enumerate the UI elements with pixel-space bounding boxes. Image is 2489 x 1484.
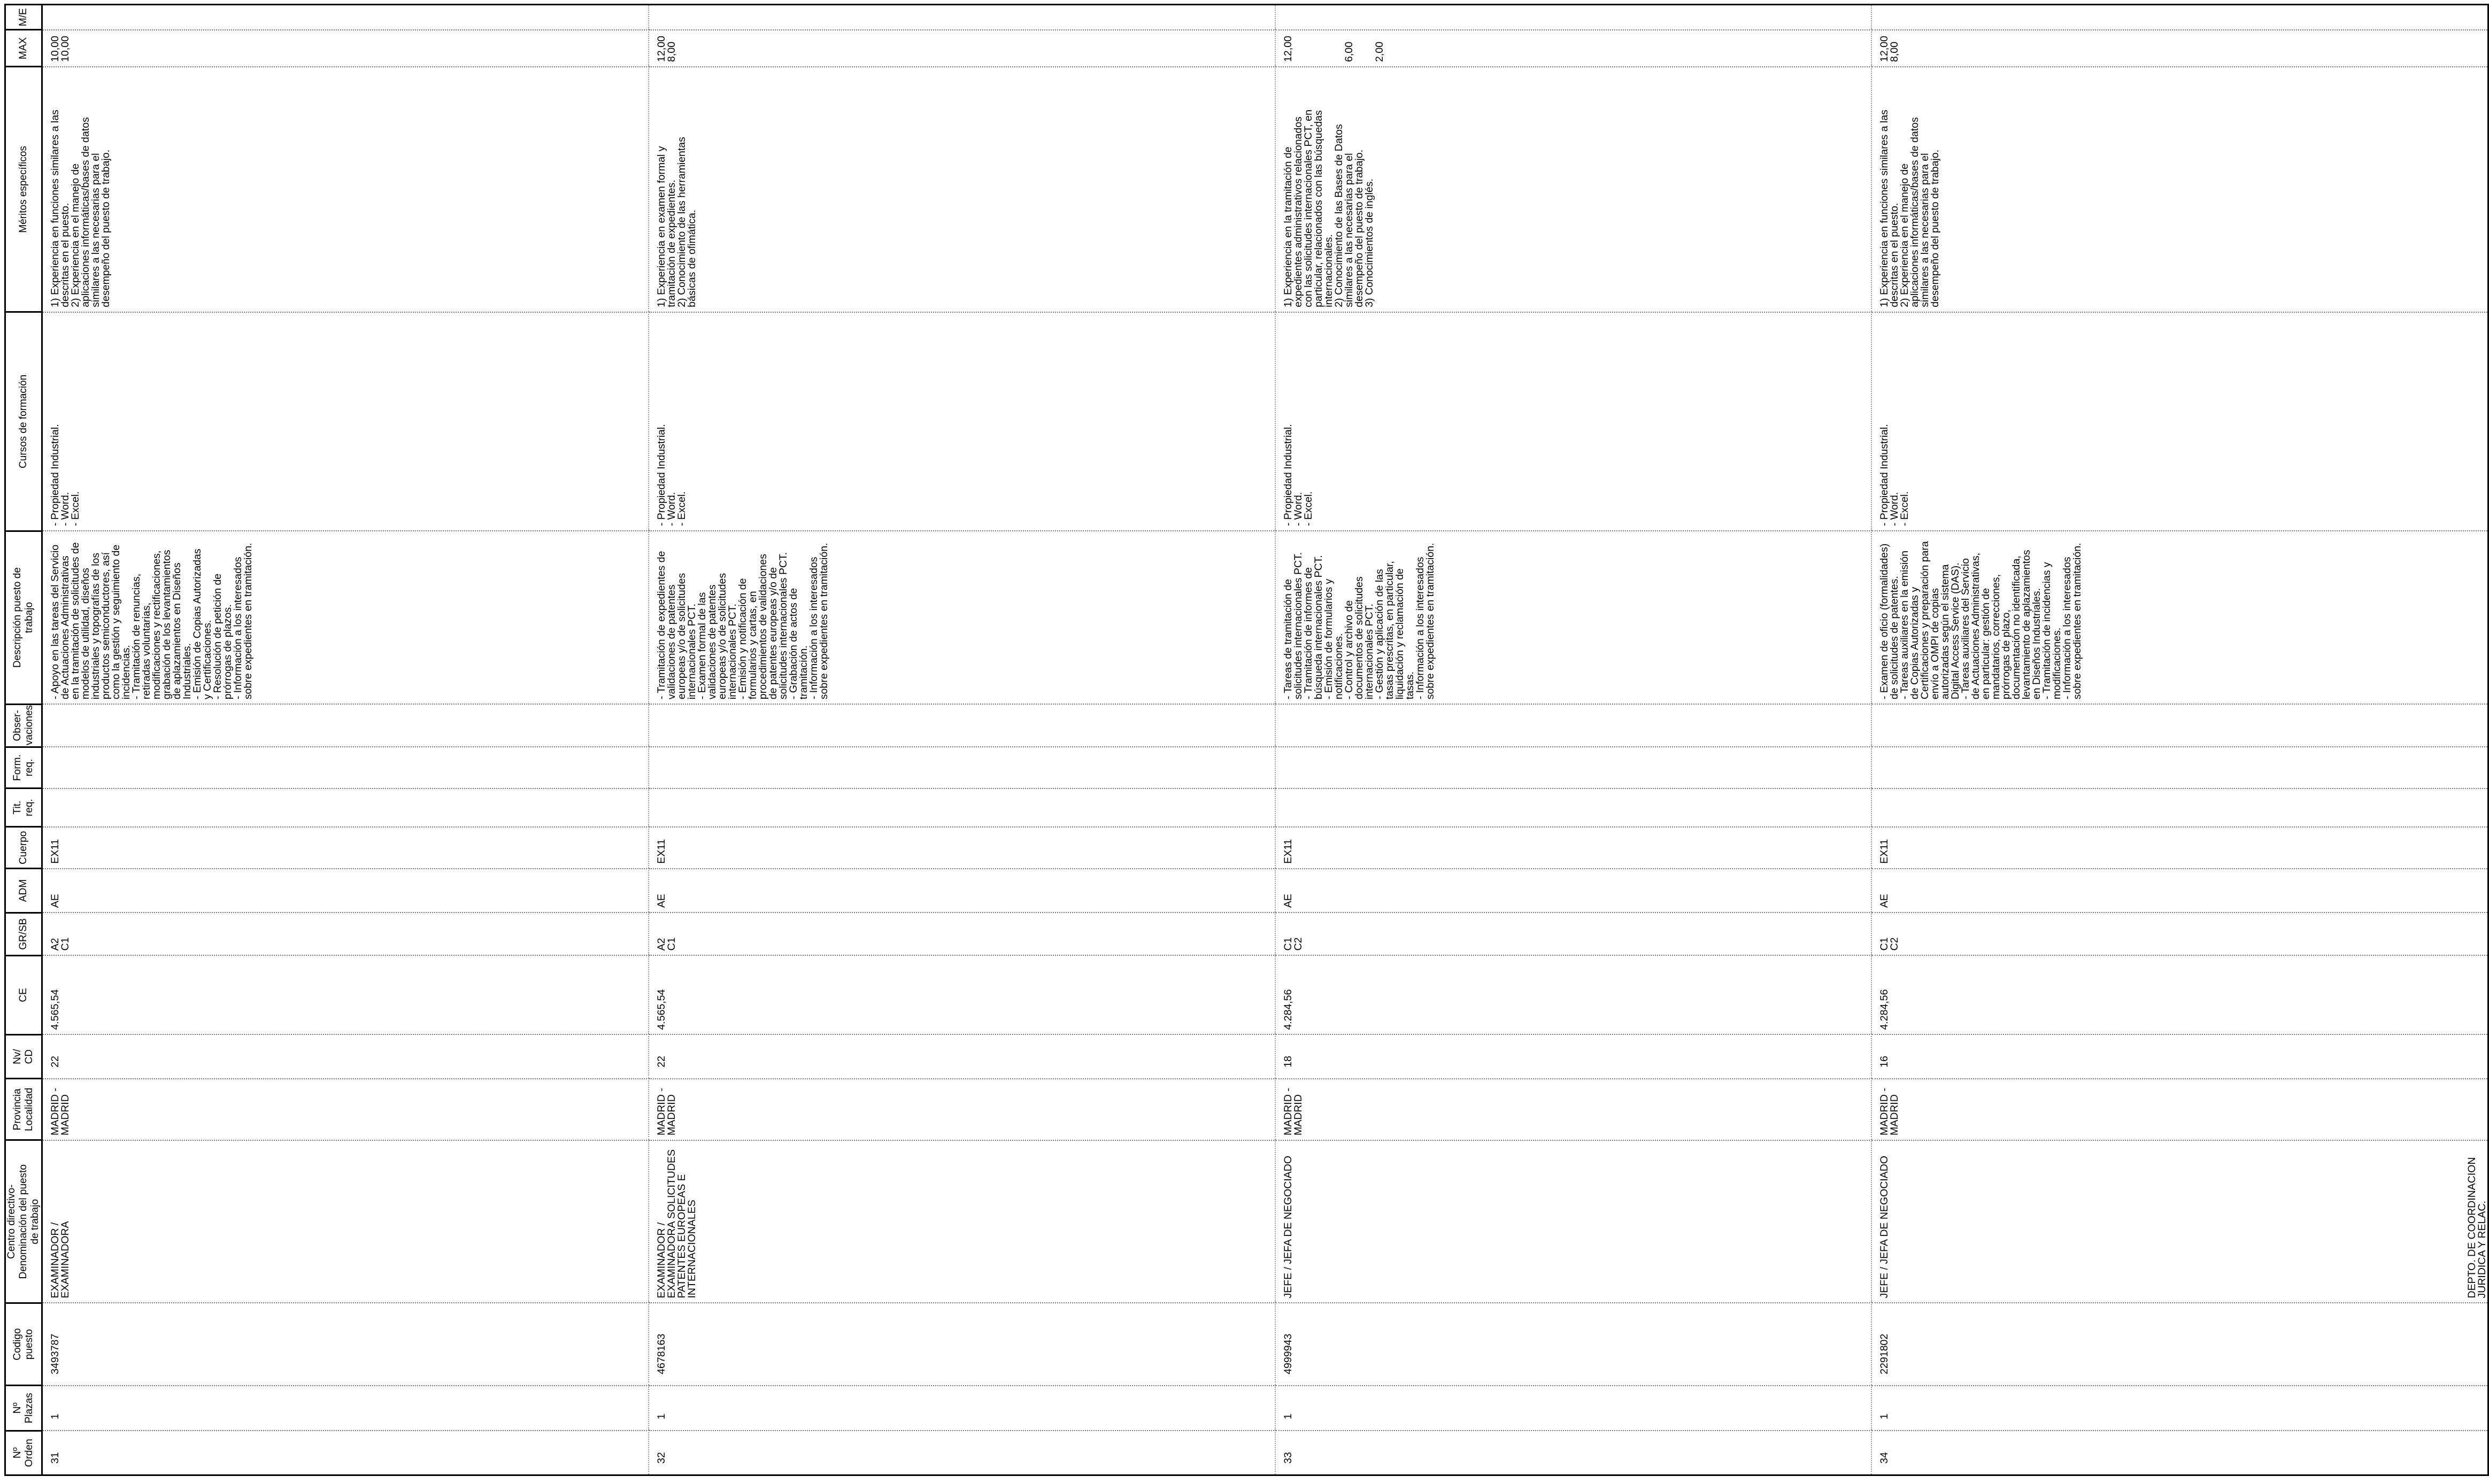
cell-ce: 4.284,56 (1275, 955, 1871, 1034)
cell-max: 12,00 6,00 2,00 (1275, 30, 1871, 67)
cell-nivel: 22 (649, 1034, 1275, 1078)
cell-provincia: MADRID - MADRID (1275, 1079, 1871, 1140)
cell-centro (1871, 1140, 2488, 1303)
cell-descripcion: - Examen de oficio (formalidades) de solicitudes de patentes. - Tareas auxiliares en la emisión de Copias Autorizadas y Certificaciones y preparación para envío a OMPI de copias autorizadas según el sistema Digital Access Service (DAS). - Tareas auxiliares del Servicio de Actuaciones Administrativas, en particular: gestión de mandatarios, correcciones, prórrogas de plazo, documentación no identificada, levantamiento de aplazamientos en Diseños Industriales. - Tramitación de incidencias y modificaciones. - Información a los interesados sobre expedientes en tramitación. (1871, 531, 2488, 704)
cell-ce: 4.565,54 (649, 955, 1275, 1034)
cell-grupo: A2 C1 (42, 913, 649, 955)
cell-cuerpo: EX11 (649, 827, 1275, 869)
cell-codigo: 4678163 (649, 1303, 1275, 1386)
cell-provincia: MADRID - MADRID (649, 1079, 1275, 1140)
cell-observaciones (649, 704, 1275, 747)
cell-adm: AE (1871, 869, 2488, 913)
cell-plazas: 1 (1275, 1386, 1871, 1431)
cell-orden: 32 (649, 1431, 1275, 1475)
cell-meritos: 1) Experiencia en funciones similares a las descritas en el puesto. 2) Experiencia en el manejo de aplicaciones informáticas/bases de datos similares a las necesarias para el desempeño del puesto de trabajo. (1871, 67, 2488, 312)
cell-meritos: 1) Experiencia en la tramitación de expedientes administrativos relacionados con las solicitudes internacionales PCT, en particular, relacionados con las búsquedas internacionales. 2) Conocimiento de las Bases de Datos similares a las necesarias para el desempeño del puesto de trabajo. 3) Conocimientos de inglés. (1275, 67, 1871, 312)
cell-meritos: 1) Experiencia en examen formal y tramitación de expedientes. 2) Conocimiento de las herramientas básicas de ofimática. (649, 67, 1275, 312)
cell-descripcion: - Tramitación de expedientes de validaciones de patentes europeas y/o de solicitudes internacionales PCT. - Examen formal de las validaciones de patentes europeas y/o de solicitudes internacionales PCT. - Emisión y notificación de formularios y cartas, en procedimientos de validaciones de patentes europeas y/o de solicitudes internacionales PCT. - Grabación de actos de tramitación. - Información a los interesados sobre expedientes en tramitación. (649, 531, 1275, 704)
cell-me (1871, 5, 2488, 30)
cell-max: 12,00 8,00 (649, 30, 1275, 67)
cell-me (649, 5, 1275, 30)
cell-orden: 34 (1871, 1431, 2488, 1475)
cell-cuerpo: EX11 (1275, 827, 1871, 869)
header-orden: Nº Orden (5, 1431, 42, 1475)
cell-centro-text: JEFE / JEFA DE NEGOCIADO (1282, 1155, 1294, 1299)
cell-codigo: 3493787 (42, 1303, 649, 1386)
header-cuerpo: Cuerpo (5, 827, 42, 869)
cell-cuerpo: EX11 (42, 827, 649, 869)
cell-orden: 33 (1275, 1431, 1871, 1475)
cell-cursos: - Propiedad Industrial. - Word. - Excel. (42, 312, 649, 531)
table-row (1275, 5, 1871, 1475)
cell-formacion (1275, 747, 1871, 788)
header-plazas: Nº Plazas (5, 1386, 42, 1431)
header-codigo: Codigo puesto (5, 1303, 42, 1386)
cell-centro (1275, 1140, 1871, 1303)
cell-titulacion (42, 789, 649, 827)
cell-provincia: MADRID - MADRID (42, 1079, 649, 1140)
header-adm: ADM (5, 869, 42, 913)
cell-orden: 31 (42, 1431, 649, 1475)
cell-cursos: - Propiedad Industrial. - Word. - Excel. (1275, 312, 1871, 531)
cell-formacion (42, 747, 649, 788)
cell-titulacion (1275, 789, 1871, 827)
cell-grupo: A2 C1 (649, 913, 1275, 955)
cell-centro-text: EXAMINADOR / EXAMINADORA (49, 1221, 71, 1299)
cell-cuerpo: EX11 (1871, 827, 2488, 869)
header-ce: CE (5, 955, 42, 1034)
header-titulacion: Tit. req. (5, 789, 42, 827)
cell-formacion (649, 747, 1275, 788)
cell-cursos: - Propiedad Industrial. - Word. - Excel. (1871, 312, 2488, 531)
header-me: M/E (5, 5, 42, 30)
table-row (649, 5, 1275, 1475)
header-nivel: Nv/ CD (5, 1034, 42, 1078)
header-grupo: GR/SB (5, 913, 42, 955)
cell-centro-text: EXAMINADOR / EXAMINADORA SOLICITUDES PATENTES EUROPEAS E INTERNACIONALES (656, 1149, 698, 1299)
cell-titulacion (649, 789, 1275, 827)
cell-formacion (1871, 747, 2488, 788)
cell-titulacion (1871, 789, 2488, 827)
cell-observaciones (1871, 704, 2488, 747)
header-observaciones: Obser- vaciones (5, 704, 42, 747)
cell-nivel: 16 (1871, 1034, 2488, 1078)
cell-codigo: 4999943 (1275, 1303, 1871, 1386)
cell-adm: AE (1275, 869, 1871, 913)
cell-max: 10,00 10,00 (42, 30, 649, 67)
cell-nivel: 18 (1275, 1034, 1871, 1078)
job-positions-table (4, 4, 2489, 1476)
cell-centro (42, 1140, 649, 1303)
header-meritos: Méritos específicos (5, 67, 42, 312)
table-row (1871, 5, 2488, 1475)
header-formacion: Form. req. (5, 747, 42, 788)
cell-provincia: MADRID - MADRID (1871, 1079, 2488, 1140)
cell-plazas: 1 (649, 1386, 1275, 1431)
cell-ce: 4.284,56 (1871, 955, 2488, 1034)
cell-me (42, 5, 649, 30)
cell-grupo: C1 C2 (1275, 913, 1871, 955)
table-row (42, 5, 649, 1475)
cell-observaciones (1275, 704, 1871, 747)
cell-centro-extra: DEPTO. DE COORDINACION JURIDICA Y RELAC. (2466, 1157, 2488, 1299)
header-descripcion: Descripción puesto de trabajo (5, 531, 42, 704)
cell-adm: AE (42, 869, 649, 913)
cell-nivel: 22 (42, 1034, 649, 1078)
cell-ce: 4.565,54 (42, 955, 649, 1034)
header-cursos: Cursos de formación (5, 312, 42, 531)
cell-plazas: 1 (1871, 1386, 2488, 1431)
header-centro: Centro directivo- Denominación del puesto de trabajo (5, 1140, 42, 1303)
cell-descripcion: - Apoyo en las tareas del Servicio de Actuaciones Administrativas en la tramitación de solicitudes de modelos de utilidad, diseños industriales y topografías de los productos semiconductores, así como la gestión y seguimiento de incidencias. - Tramitación de renuncias, retiradas voluntarias, modificaciones y rectificaciones, grabación de los levantamientos de aplazamientos en Diseños Industriales. - Emisión de Copias Autorizadas y Certificaciones. - Resolución de petición de prórrogas de plazos. - Información a los interesados sobre expedientes en tramitación. (42, 531, 649, 704)
cell-centro (649, 1140, 1275, 1303)
header-provincia: Provincia Localidad (5, 1079, 42, 1140)
cell-grupo: C1 C2 (1871, 913, 2488, 955)
header-row (5, 5, 42, 1475)
cell-centro-text: JEFE / JEFA DE NEGOCIADO (1878, 1155, 1890, 1299)
cell-cursos: - Propiedad Industrial. - Word. - Excel. (649, 312, 1275, 531)
header-max: MAX (5, 30, 42, 67)
cell-me (1275, 5, 1871, 30)
cell-adm: AE (649, 869, 1275, 913)
cell-codigo: 2291802 (1871, 1303, 2488, 1386)
cell-max: 12,00 8,00 (1871, 30, 2488, 67)
cell-observaciones (42, 704, 649, 747)
cell-descripcion: - Tareas de tramitación de solicitudes internacionales PCT. - Tramitación de informes de búsqueda internacionales PCT. - Emisión de formularios y notificaciones. - Control y archivo de documentos de solicitudes internacionales PCT. - Gestión y aplicación de las tasas prescritas, en particular, liquidación y reclamación de tasas. - Información a los interesados sobre expedientes en tramitación. (1275, 531, 1871, 704)
cell-plazas: 1 (42, 1386, 649, 1431)
cell-meritos: 1) Experiencia en funciones similares a las descritas en el puesto. 2) Experiencia en el manejo de aplicaciones informáticas/bases de datos similares a las necesarias para el desempeño del puesto de trabajo. (42, 67, 649, 312)
